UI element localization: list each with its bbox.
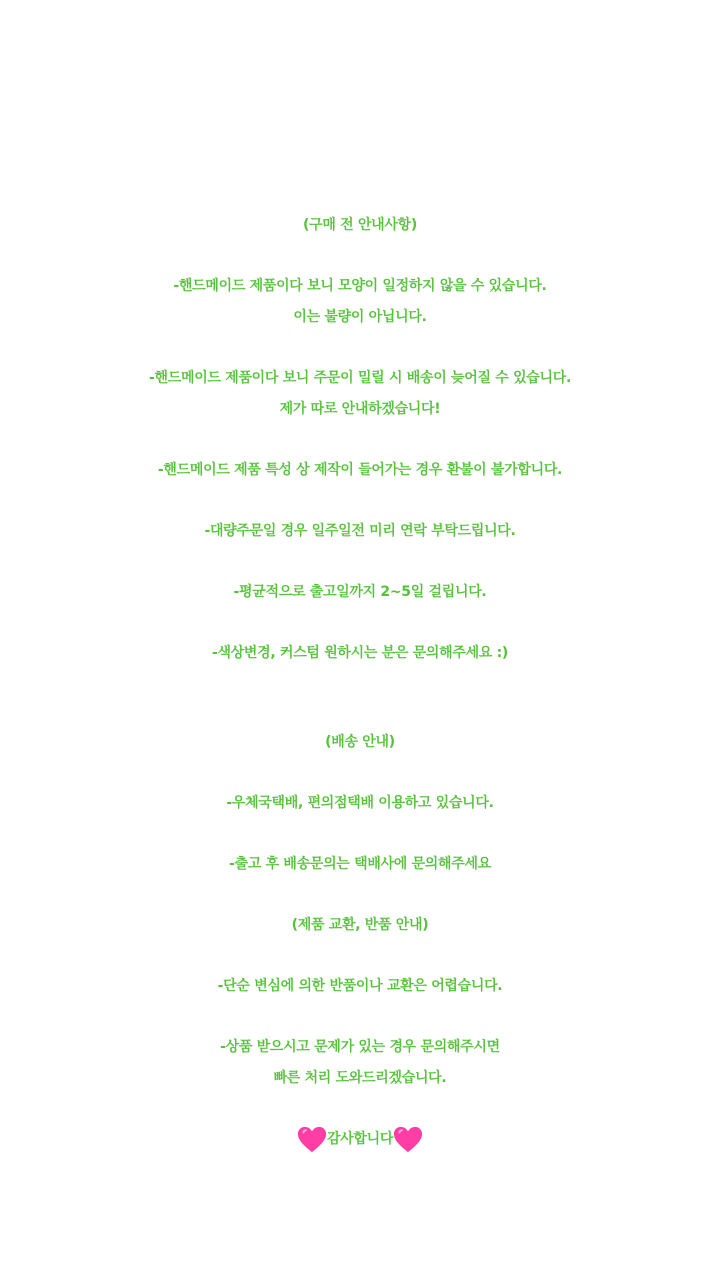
exchange-heading: (제품 교환, 반품 안내) bbox=[291, 917, 429, 933]
notice-item: -핸드메이드 제품이다 보니 모양이 일정하지 않을 수 있습니다. bbox=[173, 278, 547, 294]
notice-item: 빠른 처리 도와드리겠습니다. bbox=[273, 1070, 447, 1086]
notice-item: -출고 후 배송문의는 택배사에 문의해주세요 bbox=[229, 856, 491, 872]
notice-item: -대량주문일 경우 일주일전 미리 연락 부탁드립니다. bbox=[204, 523, 516, 539]
closing-text: 감사합니다 bbox=[326, 1131, 394, 1147]
notice-item: -평균적으로 출고일까지 2~5일 걸립니다. bbox=[233, 584, 487, 600]
notice-item: -우체국택배, 편의점택배 이용하고 있습니다. bbox=[226, 795, 494, 811]
notice-item: -핸드메이드 제품 특성 상 제작이 들어가는 경우 환불이 불가합니다. bbox=[157, 462, 563, 478]
notice-item: -색상변경, 커스텀 원하시는 분은 문의해주세요 :) bbox=[211, 645, 509, 661]
closing-line bbox=[0, 1124, 720, 1167]
notice-item: -상품 받으시고 문제가 있는 경우 문의해주시면 bbox=[220, 1039, 500, 1055]
pink-heart-icon bbox=[297, 1125, 327, 1155]
pink-heart-icon bbox=[393, 1125, 423, 1155]
shipping-heading: (배송 안내) bbox=[325, 734, 395, 750]
before-purchase-heading: (구매 전 안내사항) bbox=[303, 217, 417, 233]
notice-item: 제가 따로 안내하겠습니다! bbox=[279, 401, 441, 417]
notice-item: -단순 변심에 의한 반품이나 교환은 어렵습니다. bbox=[217, 978, 503, 994]
notice-text-block bbox=[0, 210, 720, 1167]
notice-item: 이는 불량이 아닙니다. bbox=[293, 309, 427, 325]
notice-item: -핸드메이드 제품이다 보니 주문이 밀릴 시 배송이 늦어질 수 있습니다. bbox=[149, 370, 571, 386]
